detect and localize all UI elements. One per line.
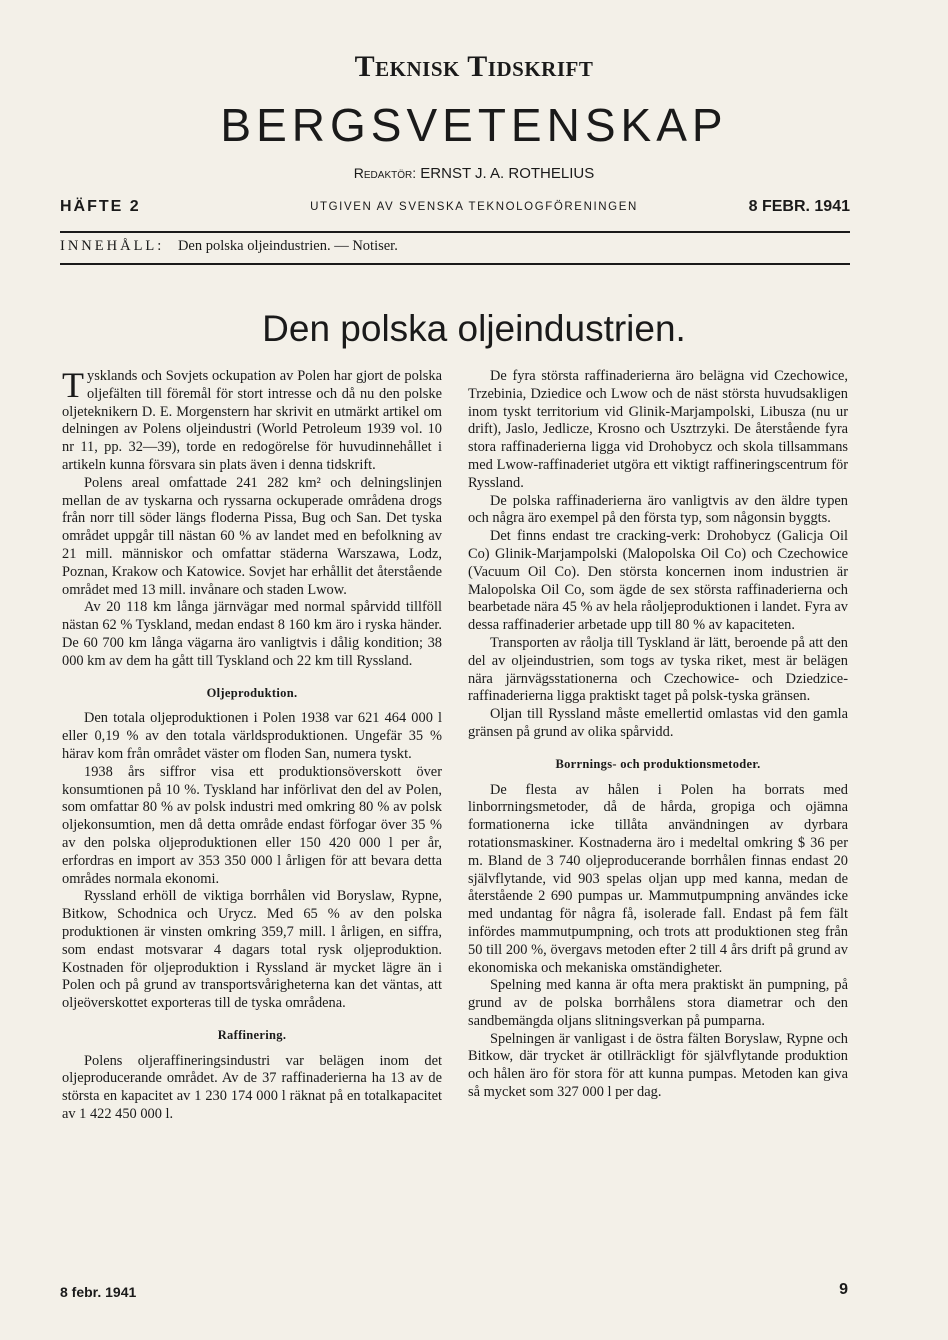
subheading: Borrnings- och produktionsmetoder.	[555, 756, 761, 771]
issue-date: 8 FEBR. 1941	[748, 198, 850, 215]
issue-number: HÄFTE 2	[60, 198, 141, 215]
paragraph: Tysklands och Sovjets ockupation av Polen har gjort de polska oljefälten till föremål för stort intresse och då nu den polske oljeteknikern D. E. Morgenstern har skrivit en utmärkt artikel om delningen av Polens oljeindustri (World Petroleum 1939 vol. 10 nr 11, pp. 32—39), torde en redogörelse för huvudinnehållet i artikeln kunna försvara sin plats även i denna tidskrift.	[62, 365, 442, 473]
table-of-contents	[60, 238, 398, 255]
divider-bottom	[60, 263, 850, 265]
paragraph: Det finns endast tre cracking-verk: Drohobycz (Galicja Oil Co) Glinik-Marjampolski (Malopolska Oil Co) och Czechowice (Vacuum Oil Co). Den största koncernen inom industrien är Malopolska Oil Co, som ägde de sex största raffinaderierna och bearbetade nära 45 % av hela råoljeproduktionen i landet. Fyra av dessa raffinaderier arbetade upp till 80 % av kapaciteten.	[468, 528, 848, 634]
subheading: Raffinering.	[217, 1027, 287, 1042]
paragraph: Spelningen är vanligast i de östra fälten Boryslaw, Rypne och Bitkow, där trycket är otillräckligt för självflytande produktion och hålen äro för stora för att kunna pumpas. Metoden kan giva så mycket som 327 000 l per dag.	[468, 1030, 848, 1101]
paragraph: Oljan till Ryssland måste emellertid omlastas vid den gamla gränsen på grund av olika spårvidd.	[468, 706, 848, 740]
paragraph: Polens areal omfattade 241 282 km² och delningslinjen mellan de av tyskarna och ryssarna ockuperade områdena drogs från norr till söder längs floderna Pissa, Bug och San. Det tyska området uppgår till nästan 60 % av landet med en befolkning av 21 mill. människor och omfattar städerna Warszawa, Lodz, Poznan, Krakow och Katowice. Sovjet har erhållit det återstående området med 13 mill. invånare och staden Lwow.	[62, 474, 442, 598]
paragraph: Av 20 118 km långa järnvägar med normal spårvidd tillföll nästan 62 % Tyskland, medan endast 8 160 km äro i ryska händer. De 60 700 km långa vägarna äro vanligtvis i dålig kondition; 38 000 km av dem ha gått till Tyskland och 22 km till Ryssland.	[62, 599, 442, 669]
paragraph: Spelning med kanna är ofta mera praktiskt än pumpning, på grund av de polska borrhålens stora diametrar och den sandbemängda oljans slitningsverkan på pumparna.	[468, 977, 848, 1029]
article-title: Den polska oljeindustrien.	[262, 308, 686, 349]
paragraph: De polska raffinaderierna äro vanligtvis av den äldre typen och några äro exempel på den första typ, som någonsin byggts.	[468, 492, 848, 527]
publisher: UTGIVEN AV SVENSKA TEKNOLOGFÖRENINGEN	[310, 201, 638, 213]
divider-top	[60, 231, 850, 233]
section-title: BERGSVETENSKAP	[220, 99, 728, 151]
paragraph: Transporten av råolja till Tyskland är lätt, beroende på att den del av oljeindustrien, som togs av tyska riket, mest är belägen nära järnvägsstationerna och Czechowice- och Dziedzice-raffinaderierna ligga praktiskt taget på polsk-tyska gränsen.	[468, 634, 848, 705]
contents-label: INNEHÅLL:	[60, 238, 165, 254]
article-column-left	[62, 365, 442, 1124]
editor-line	[0, 165, 948, 182]
journal-title: Teknisk Tidskrift	[354, 50, 594, 83]
editor-role: Redaktör:	[353, 165, 417, 181]
paragraph: Den totala oljeproduktionen i Polen 1938 var 621 464 000 l eller 0,19 % av den totala världsproduktionen. Ungefär 35 % härav kom från området väster om floden San, numera tyskt.	[62, 710, 442, 762]
contents-items: Den polska oljeindustrien. — Notiser.	[177, 238, 398, 254]
footer-date: 8 febr. 1941	[60, 1284, 137, 1300]
paragraph: Polens oljeraffineringsindustri var belägen inom det oljeproducerande området. Av de 37 raffinaderierna ha 13 av de största en kapacitet av 1 230 174 000 l räknat på en totalkapacitet av 1 422 450 000 l.	[62, 1052, 442, 1123]
paragraph: 1938 års siffror visa ett produktionsöverskott över konsumtionen på 10 %. Tyskland har införlivat den del av Polen, som omfattar 80 % av polsk industri med omkring 80 % av polsk oljekonsumtion, men då detta område endast förfogar över 35 % av den polska oljeproduktionen eller 150 420 000 l per år, erfordras en import av 353 350 000 l årligen för att bevara detta områdes normala ekonomi.	[62, 763, 442, 887]
drop-cap: T	[62, 365, 84, 405]
editor-name: ERNST J. A. ROTHELIUS	[420, 165, 595, 182]
paragraph: Ryssland erhöll de viktiga borrhålen vid Boryslaw, Rypne, Bitkow, Schodnica och Urycz. Med 65 % av den polska produktionen är vinsten omkring 359,7 mill. l årligen, en siffra, som endast motsvarar 4 dagars total rysk oljeproduktion. Kostnaden för oljeproduktion i Ryssland är mycket lägre än i Polen och på grund av transportsvårigheterna kan det väntas, att oljeöverskottet exporteras till de tyska områdena.	[62, 888, 442, 1012]
paragraph: De flesta av hålen i Polen ha borrats med linborrningsmetoder, då de hårda, gropiga och ojämna formationerna icke tillåta användningen av dyrbara rotationsmaskiner. Kostnaderna äro i medeltal omkring $ 36 per m. Bland de 3 740 oljeproducerande borrhålen finnas endast 20 självflytande, vid 903 spelas oljan upp med kanna, medan de återstående 2 690 pumpas ur. Mammutpumpning användes icke med undantag för några få, isolerade fall. Endast på fem fält infördes mammutpumpning, och trots att produktionen steg från 50 till 200 %, övergavs metoden efter 2 till 4 års drift på grund av ekonomiska och mekaniska omständigheter.	[468, 781, 848, 976]
paragraph: De fyra största raffinaderierna äro belägna vid Czechowice, Trzebinia, Dziedice och Lwow och de näst största huvudsakligen inom tyskt territorium vid Glinik-Marjampolski, Libusza (nu ur drift), Jaslo, Jedlicze, Krosno och Usztrzyki. De återstående fyra stora raffinaderierna ligga vid Drohobycz och skola tillsammans med Lwow-raffinaderiet utgöra ett viktigt raffineringscentrum för Ryssland.	[468, 368, 848, 491]
subheading: Oljeproduktion.	[206, 685, 298, 700]
page-number: 9	[839, 1281, 848, 1298]
article-column-right	[468, 368, 848, 1102]
